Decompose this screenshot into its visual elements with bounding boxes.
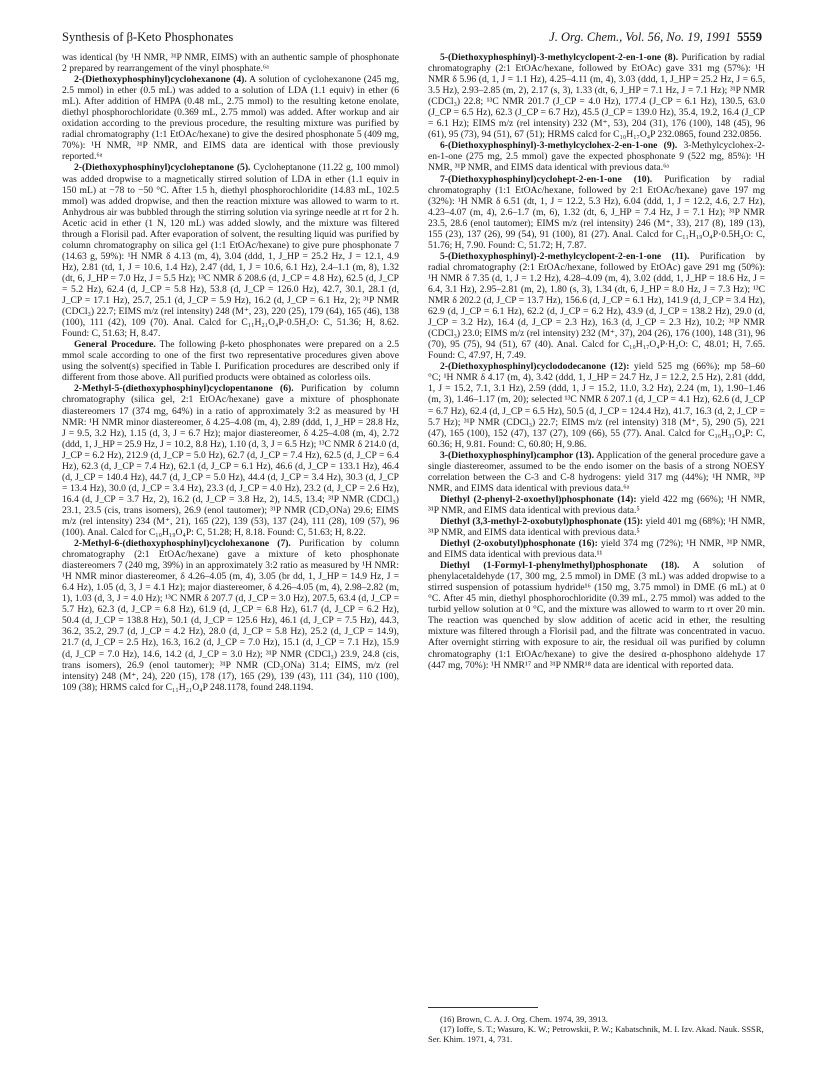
paragraph [428,494,765,516]
paragraph-text: Purification by radial chromatography (2:1 EtOAc/hexane, followed by EtOAc) gave 331 mg (57%): ¹H NMR δ 5.96 (d, 1, J = 1.1 Hz), 4.25–4.11 (m, 4), 3.03 (ddd, 1, J_HP = 25.2 Hz, J = 6.5, 3.5 Hz), 2.93–2.85 (m, 2), 2.17 (s, 3), 1.33 (dt, 6, J_HP = 7.1 Hz, J = 7.1 Hz); ³¹P NMR (CDCl₃) 22.8; ¹³C NMR 201.7 (J_CP = 4.0 Hz), 177.4 (J_CP = 6.1 Hz), 130.5, 63.0 (J_CP = 6.5 Hz), 62.3 (J_CP = 6.7 Hz), 45.5 (J_CP = 139.0 Hz), 35.4, 19.2, 16.4 (J_CP = 6.1 Hz); EIMS m/z (rel intensity) 232 (M⁺, 53), 204 (31), 176 (100), 148 (45), 96 (61), 95 (73), 94 (51), 67 (51); HRMS calcd for C₁₀H₁₇O₄P 232.0865, found 232.0856. [428,52,765,141]
compound-heading: 2-(Diethoxyphosphinyl)cyclododecanone (12): [440,361,630,373]
paragraph [62,383,399,538]
footnote-16: (16) Brown, C. A. J. Org. Chem. 1974, 39, 3913. [440,1014,608,1024]
left-column [62,52,399,693]
paragraph [62,162,399,339]
paragraph-text: yield 525 mg (66%); mp 58–60 °C; ¹H NMR δ 4.17 (m, 4), 3.42 (ddd, 1, J_HP = 24.7 Hz, J = 12.2, 2.5 Hz), 2.81 (ddd, 1, J = 15.2, 7.1, 3.1 Hz), 2.59 (ddd, 1, J = 15.2, 11.0, 3.2 Hz), 2.24 (m, 1), 1.90–1.46 (m, 3), 1.46–1.17 (m, 20); selected ¹³C NMR δ 207.1 (d, J_CP = 4.1 Hz), 62.6 (d, J_CP = 6.7 Hz), 62.4 (d, J_CP = 6.5 Hz), 50.5 (d, J_CP = 124.4 Hz), 41.7, 16.3 (d, 2, J_CP = 5.7 Hz); ³¹P NMR (CDCl₃) 22.7; EIMS m/z (rel intensity) 318 (M⁺, 5), 290 (5), 221 (47), 165 (100), 152 (47), 137 (27), 109 (66), 55 (77). Anal. Calcd for C₁₆H₃₁O₄P: C, 60.36; H, 9.81. Found: C, 60.80; H, 9.86. [428,361,765,450]
compound-heading: 5-(Diethoxyphosphinyl)-3-methylcyclopent-2-en-1-one (8). [440,52,679,63]
compound-heading: Diethyl (2-phenyl-2-oxoethyl)phosphonate (14): [440,493,637,505]
compound-heading: 2-Methyl-6-(diethoxyphosphinyl)cyclohexanone (7). [74,538,291,550]
compound-heading: Diethyl (1-Formyl-1-phenylmethyl)phosphonate (18). [440,560,680,572]
compound-heading: General Procedure. [74,339,156,351]
right-column [428,52,765,671]
paragraph [428,52,765,140]
compound-heading: 6-(Diethoxyphosphinyl)-3-methylcyclohex-2-en-1-one (9). [440,140,678,152]
compound-heading: 5-(Diethoxyphosphinyl)-2-methylcyclopent-2-en-1-one (11). [440,250,690,262]
paragraph-text: Purification by column chromatography (silica gel, 2:1 EtOAc/hexane) gave a mixture of phosphonate diastereomers 17 (374 mg, 64%) in a ratio of approximately 3:2 as measured by ¹H NMR: ¹H NMR minor diastereomer, δ 4.25–4.08 (m, 4), 2.89 (ddd, 1, J_HP = 28.8 Hz, J = 9.5, 3.2 Hz), 1.15 (d, 3, J = 6.7 Hz); major diastereomer, δ 4.25–4.08 (m, 4), 2.72 (ddd, 1, J_HP = 25.9 Hz, J = 10.2, 8.8 Hz), 1.10 (d, 3, J = 6.5 Hz); ¹³C NMR δ 214.0 (d, J_CP = 6.2 Hz), 212.9 (d, J_CP = 5.0 Hz), 62.7 (d, J_CP = 7.4 Hz), 62.5 (d, J_CP = 6.4 Hz), 62.3 (d, J_CP = 7.4 Hz), 62.1 (d, J_CP = 6.1 Hz), 46.6 (d, J_CP = 133.1 Hz), 46.4 (d, J_CP = 140.4 Hz), 44.7 (d, J_CP = 5.0 Hz), 44.4 (d, J_CP = 3.4 Hz), 30.3 (d, J_CP = 13.4 Hz), 30.0 (d, J_CP = 3.4 Hz), 23.3 (d, J_CP = 4.0 Hz), 23.2 (d, J_CP = 2.6 Hz), 16.4 (d, J_CP = 3.7 Hz, 2), 16.2 (d, J_CP = 3.8 Hz, 2), 14.5, 13.4; ³¹P NMR (CDCl₃) 23.1, 23.5 (cis, trans isomers), 26.9 (enol tautomer); ³¹P NMR (CD₃ONa) 29.6; EIMS m/z (rel intensity) 234 (M⁺, 21), 165 (22), 139 (53), 137 (24), 111 (28), 109 (57), 96 (100). Anal. Calcd for C₁₀H₁₉O₄P: C, 51.28; H, 8.18. Found: C, 51.63; H, 8.22. [62,383,400,539]
compound-heading: 7-(Diethoxyphosphinyl)cyclohept-2-en-1-one (10). [440,173,653,185]
paragraph-text: yield 422 mg (66%); ¹H NMR, ³¹P NMR, and EIMS data identical with previous data.⁵ [428,493,765,516]
footnote-rule [428,1007,538,1008]
paragraph-text: Purification by radial chromatography (1:1 EtOAc/hexane, followed by 2:1 EtOAc/hexane) gave 197 mg (32%): ¹H NMR δ 6.51 (dt, 1, J = 12.2, 5.3 Hz), 6.04 (ddd, 1, J = 12.2, 4.6, 2.7 Hz), 4.23–4.07 (m, 4), 2.6–1.7 (m, 6), 1.32 (dt, 6, J_HP = 7.4 Hz, J = 7.1 Hz); ³¹P NMR 23.5, 28.6 (enol tautomer); EIMS m/z (rel intensity) 246 (M⁺, 33), 217 (8), 189 (13), 155 (23), 137 (26), 99 (54), 91 (100), 81 (27). Anal. Calcd for C₁₁H₁₉O₄P·0.5H₂O: C, 51.76; H, 7.90. Found: C, 51.72; H, 7.87. [428,173,765,251]
page-number: 5559 [737,30,762,44]
paragraph [428,538,765,560]
paragraph [62,74,399,162]
journal-citation [549,30,762,45]
compound-heading: 3-(Diethoxyphosphinyl)camphor (13). [440,449,594,461]
journal-name: J. Org. Chem., Vol. 56, No. 19, 1991 [549,30,731,44]
running-header [62,30,762,46]
paragraph [62,538,399,693]
compound-heading: 2-(Diethoxyphosphinyl)cycloheptanone (5). [74,162,251,174]
paragraph-text: 3-Methylcyclohex-2-en-1-one (275 mg, 2.5 mmol) gave the expected phosphonate 9 (522 mg, 85%): ¹H NMR, ³¹P NMR, and EIMS data identical with previous data.⁶ᵃ [428,140,765,174]
paragraph-text: yield 401 mg (68%); ¹H NMR, ³¹P NMR, and EIMS data identical with previous data.⁵ [428,515,765,539]
paragraph [62,339,399,383]
paragraph [428,174,765,251]
footnote-17: (17) Ioffe, S. T.; Wasuro, K. W.; Petrowskii, P. W.; Kabatschnik, M. I. Izv. Akad. Nauk. SSSR, Ser. Khim. 1971, 4, 731. [428,1024,764,1045]
paragraph-text: The following β-keto phosphonates were prepared on a 2.5 mmol scale according to one of the first two representative procedures given above using the solvent(s) specified in Table I. Purification procedures are described only if different from those above. All purified products were obtained as colorless oils. [62,339,399,384]
paragraph [62,52,399,74]
compound-heading: 2-(Diethoxyphosphinyl)cyclohexanone (4). [74,74,247,86]
paragraph-text: Application of the general procedure gave a single diastereomer, assumed to be the endo isomer on the basis of a strong NOESY correlation between the C-3 and C-8 hydrogens: yield 317 mg (44%); ¹H NMR, ³¹P NMR, and EIMS data identical with previous data.⁶ᵃ [428,449,765,494]
footnotes [428,1007,765,1045]
paragraph-text: Purification by radial chromatography (2:1 EtOAc/hexane, followed by EtOAc) gave 291 mg (50%): ¹H NMR δ 7.35 (d, 1, J = 1.2 Hz), 4.28–4.09 (m, 4), 3.02 (ddd, 1, J_HP = 18.6 Hz, J = 6.4, 3.1 Hz), 2.95–2.81 (m, 2), 1.80 (s, 3), 1.34 (dt, 6, J_HP = 8.0 Hz, J = 7.3 Hz); ¹³C NMR δ 202.2 (d, J_CP = 13.7 Hz), 156.6 (d, J_CP = 6.1 Hz), 141.9 (d, J_CP = 3.4 Hz), 62.9 (d, J_CP = 6.1 Hz), 62.2 (d, J_CP = 6.2 Hz), 43.9 (d, J_CP = 138.2 Hz), 29.0 (d, J_CP = 3.2 Hz), 16.4 (d, J_CP = 2.3 Hz), 16.3 (d, J_CP = 2.3 Hz), 10.2; ³¹P NMR (CDCl₃) 23.0; EIMS m/z (rel intensity) 232 (M⁺, 37), 204 (26), 176 (100), 148 (31), 96 (70), 95 (75), 94 (51), 67 (40). Anal. Calcd for C₁₀H₁₇O₄P·H₂O: C, 48.01; H, 7.65. Found: C, 47.97, H, 7.49. [428,250,765,362]
running-title: Synthesis of β-Keto Phosphonates [62,30,234,44]
paragraph [428,251,765,361]
paragraph [428,140,765,173]
compound-heading: Diethyl (2-oxobutyl)phosphonate (16): [440,538,598,550]
compound-heading: 2-Methyl-5-(diethoxyphosphinyl)cyclopentanone (6). [74,383,294,395]
paragraph-text: A solution of phenylacetaldehyde (17, 300 mg, 2.5 mmol) in DME (3 mL) was added dropwise to a stirred suspension of potassium hydride¹⁶ (150 mg, 3.75 mmol) in DME (6 mL) at 0 °C. After 45 min, diethyl phosphorochloridite (0.39 mL, 2.75 mmol) was added to the turbid yellow solution at 0 °C, and the mixture was allowed to warm to rt over 20 min. The reaction was quenched by slow addition of acetic acid in ether, the resulting mixture was filtered through a Florisil pad, and the filtrate was concentrated in vacuo. After overnight stirring with exposure to air, the residual oil was purified by column chromatography (1:1 EtOAc/hexane) to give the desired α-phosphono aldehyde 17 (447 mg, 70%): ¹H NMR¹⁷ and ³¹P NMR¹⁸ data are identical with reported data. [428,560,766,671]
compound-heading: Diethyl (3,3-methyl-2-oxobutyl)phosphonate (15): [440,515,644,527]
paragraph [428,450,765,494]
paragraph [428,516,765,538]
paragraph-text: A solution of cyclohexanone (245 mg, 2.5 mmol) in ether (0.5 mL) was added to a solution of LDA (1.1 equiv) in ether (6 mL). After addition of HMPA (0.48 mL, 2.75 mmol) to the resulting ketone enolate, diethyl phosphorochloridate (0.369 mL, 2.75 mmol) was added. After workup and air oxidation according to the previous procedure, the resulting mixture was purified by radial chromatography (1:1 EtOAc/hexane) to give the desired phosphonate 5 (409 mg, 70%): ¹H NMR, ³¹P NMR, and EIMS data are identical with those previously reported.⁶ᵃ [62,74,400,163]
paragraph-text: Purification by column chromatography (2:1 EtOAc/hexane) gave a mixture of keto phosphonate diastereomers 7 (240 mg, 39%) in an approximately 3:2 ratio as measured by ¹H NMR: ¹H NMR minor diastereomer, δ 4.26–4.05 (m, 4), 3.05 (br dd, 1, J_HP = 14.9 Hz, J = 6.4 Hz), 1.05 (d, 3, J = 4.1 Hz); major diastereomer, δ 4.26–4.05 (m, 4), 2.98–2.82 (m, 1), 1.03 (d, 3, J = 4.0 Hz); ¹³C NMR δ 207.7 (d, J_CP = 3.0 Hz), 207.5, 63.4 (d, J_CP = 5.7 Hz), 62.3 (d, J_CP = 6.8 Hz), 61.9 (d, J_CP = 6.8 Hz), 61.7 (d, J_CP = 6.2 Hz), 50.4 (d, J_CP = 138.8 Hz), 50.1 (d, J_CP = 125.6 Hz), 46.1 (d, J_CP = 7.5 Hz), 44.3, 36.2, 35.2, 29.7 (d, J_CP = 4.2 Hz), 28.0 (d, J_CP = 5.8 Hz), 25.2 (d, J_CP = 14.9), 21.7 (d, J_CP = 2.5 Hz), 16.3, 16.2 (d, J_CP = 7.0 Hz), 15.1 (d, J_CP = 7.1 Hz), 15.9 (d, J_CP = 7.0 Hz), 14.6, 14.2 (d, J_CP = 3.0 Hz); ³¹P NMR (CDCl₃) 23.9, 24.8 (cis, trans isomers), 26.9 (enol tautomer); ³¹P NMR (CD₃ONa) 31.4; EIMS, m/z (rel intensity) 248 (M⁺, 24), 220 (15), 178 (17), 165 (29), 139 (43), 111 (34), 110 (100), 109 (38); HRMS calcd for C₁₁H₂₁O₄P 248.1178, found 248.1194. [62,538,399,693]
paragraph [428,560,765,670]
paragraph [428,361,765,449]
paragraph-text: was identical (by ¹H NMR, ³¹P NMR, EIMS) with an authentic sample of phosphonate 2 prepared by rearrangement of the vinyl phosphate.⁶ᵃ [62,52,399,75]
paragraph-text: yield 374 mg (72%); ¹H NMR, ³¹P NMR, and EIMS data identical with previous data.¹¹ [428,538,765,561]
paragraph-text: Cycloheptanone (11.22 g, 100 mmol) was added dropwise to a magnetically stirred solution of LDA in ether (1.1 equiv in 150 mL) at −78 to −50 °C. After 1.5 h, diethyl phosphorochloridite (14.83 mL, 102.5 mmol) was added dropwise, and then the reaction mixture was allowed to warm to rt. Anhydrous air was bubbled through the stirring solution via syringe needle at rt for 2 h. Acetic acid in ether (1 N, 120 mL) was added slowly, and the mixture was filtered through a Florisil pad. After evaporation of solvent, the resulting liquid was purified by column chromatography on silica gel (1:1 EtOAc/hexane) to give pure phosphonate 7 (14.63 g, 59%): ¹H NMR δ 4.13 (m, 4), 3.04 (ddd, 1, J_HP = 25.2 Hz, J = 12.1, 4.9 Hz), 2.81 (td, 1, J = 10.6, 1.4 Hz), 2.47 (dd, 1, J = 10.6, 6.1 Hz), 2.4–1.1 (m, 8), 1.32 (dt, 6, J_HP = 7.0 Hz, J = 5.5 Hz); ¹³C NMR δ 208.6 (d, J_CP = 4.8 Hz), 62.5 (d, J_CP = 5.2 Hz), 62.4 (d, J_CP = 5.8 Hz), 53.8 (d, J_CP = 126.0 Hz), 42.7, 30.1, 28.1 (d, J_CP = 17.1 Hz), 25.7, 25.1 (d, J_CP = 5.9 Hz), 16.2 (d, J_CP = 6.1 Hz, 2); ³¹P NMR (CDCl₃) 22.7; EIMS m/z (rel intensity) 248 (M⁺, 23), 220 (25), 179 (64), 165 (46), 138 (100), 111 (42), 109 (70). Anal. Calcd for C₁₁H₂₁O₄P·0.5H₂O: C, 51.36; H, 8.62. Found: C, 51.63; H, 8.47. [62,162,400,340]
